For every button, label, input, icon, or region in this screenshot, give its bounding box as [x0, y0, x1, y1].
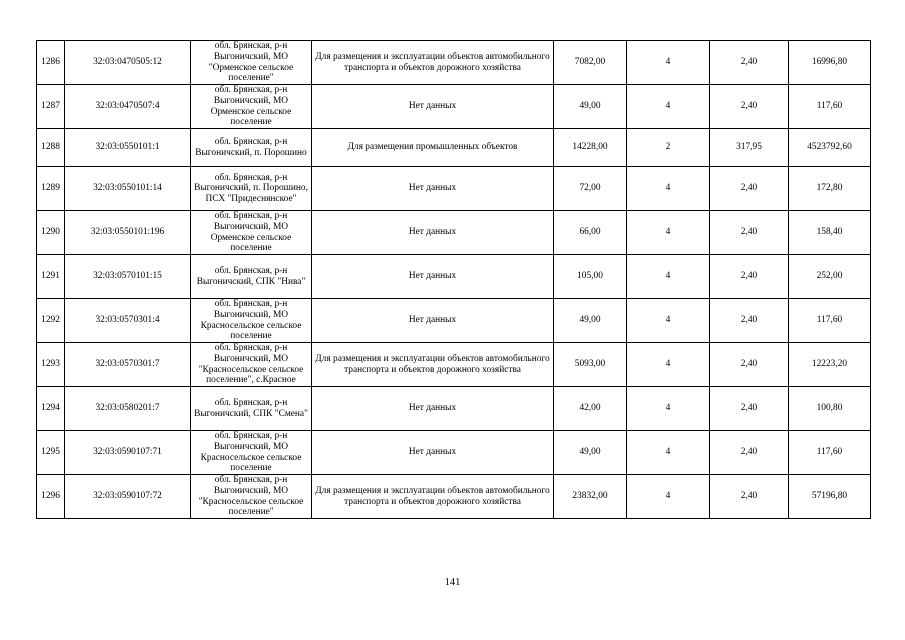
address-cell: обл. Брянская, р-н Выгоничский, МО "Красносельское сельское поселение"	[191, 475, 312, 519]
address-cell: обл. Брянская, р-н Выгоничский, МО Орменское сельское поселение	[191, 85, 312, 129]
rate-cell: 2,40	[710, 255, 789, 299]
table-row	[37, 299, 871, 343]
area-cell: 66,00	[554, 211, 627, 255]
table-row	[37, 211, 871, 255]
value-cell: 158,40	[789, 211, 871, 255]
table-row	[37, 387, 871, 431]
row-number-cell: 1292	[37, 299, 65, 343]
area-cell: 5093,00	[554, 343, 627, 387]
rate-cell: 317,95	[710, 129, 789, 167]
cadastral-number-cell: 32:03:0550101:196	[65, 211, 191, 255]
value-cell: 100,80	[789, 387, 871, 431]
table-row	[37, 431, 871, 475]
rate-cell: 2,40	[710, 475, 789, 519]
table-row	[37, 41, 871, 85]
purpose-cell: Для размещения и эксплуатации объектов автомобильного транспорта и объектов дорожного хозяйства	[312, 41, 554, 85]
rate-cell: 2,40	[710, 431, 789, 475]
cadastral-number-cell: 32:03:0570301:4	[65, 299, 191, 343]
land-plots-table	[36, 40, 871, 519]
cadastral-number-cell: 32:03:0570301:7	[65, 343, 191, 387]
group-cell: 4	[627, 431, 710, 475]
group-cell: 4	[627, 387, 710, 431]
address-cell: обл. Брянская, р-н Выгоничский, МО Красносельское сельское поселение	[191, 431, 312, 475]
address-cell: обл. Брянская, р-н Выгоничский, МО Красносельское сельское поселение	[191, 299, 312, 343]
area-cell: 23832,00	[554, 475, 627, 519]
purpose-cell: Нет данных	[312, 211, 554, 255]
row-number-cell: 1287	[37, 85, 65, 129]
address-cell: обл. Брянская, р-н Выгоничский, МО "Красносельское сельское поселение", с.Красное	[191, 343, 312, 387]
page-number: 141	[444, 577, 461, 588]
address-cell: обл. Брянская, р-н Выгоничский, МО "Орменское сельское поселение"	[191, 41, 312, 85]
area-cell: 49,00	[554, 299, 627, 343]
value-cell: 172,80	[789, 167, 871, 211]
area-cell: 49,00	[554, 85, 627, 129]
group-cell: 2	[627, 129, 710, 167]
cadastral-number-cell: 32:03:0470505:12	[65, 41, 191, 85]
value-cell: 4523792,60	[789, 129, 871, 167]
rate-cell: 2,40	[710, 167, 789, 211]
address-cell: обл. Брянская, р-н Выгоничский, п. Порошино	[191, 129, 312, 167]
address-cell: обл. Брянская, р-н Выгоничский, МО Орменское сельское поселение	[191, 211, 312, 255]
value-cell: 12223,20	[789, 343, 871, 387]
purpose-cell: Нет данных	[312, 299, 554, 343]
address-cell: обл. Брянская, р-н Выгоничский, СПК "Нива"	[191, 255, 312, 299]
value-cell: 117,60	[789, 85, 871, 129]
cadastral-number-cell: 32:03:0590107:71	[65, 431, 191, 475]
rate-cell: 2,40	[710, 387, 789, 431]
row-number-cell: 1294	[37, 387, 65, 431]
table-row	[37, 167, 871, 211]
group-cell: 4	[627, 255, 710, 299]
row-number-cell: 1293	[37, 343, 65, 387]
area-cell: 105,00	[554, 255, 627, 299]
rate-cell: 2,40	[710, 85, 789, 129]
purpose-cell: Нет данных	[312, 431, 554, 475]
cadastral-number-cell: 32:03:0470507:4	[65, 85, 191, 129]
row-number-cell: 1289	[37, 167, 65, 211]
area-cell: 49,00	[554, 431, 627, 475]
address-cell: обл. Брянская, р-н Выгоничский, СПК "Смена"	[191, 387, 312, 431]
purpose-cell: Нет данных	[312, 255, 554, 299]
group-cell: 4	[627, 475, 710, 519]
row-number-cell: 1288	[37, 129, 65, 167]
row-number-cell: 1291	[37, 255, 65, 299]
rate-cell: 2,40	[710, 211, 789, 255]
area-cell: 7082,00	[554, 41, 627, 85]
table-body	[37, 41, 871, 519]
group-cell: 4	[627, 41, 710, 85]
cadastral-number-cell: 32:03:0550101:1	[65, 129, 191, 167]
purpose-cell: Для размещения и эксплуатации объектов автомобильного транспорта и объектов дорожного хозяйства	[312, 343, 554, 387]
group-cell: 4	[627, 167, 710, 211]
purpose-cell: Для размещения промышленных объектов	[312, 129, 554, 167]
purpose-cell: Нет данных	[312, 85, 554, 129]
purpose-cell: Нет данных	[312, 387, 554, 431]
table-row	[37, 85, 871, 129]
table-row	[37, 255, 871, 299]
value-cell: 16996,80	[789, 41, 871, 85]
value-cell: 57196,80	[789, 475, 871, 519]
group-cell: 4	[627, 85, 710, 129]
rate-cell: 2,40	[710, 343, 789, 387]
table-row	[37, 343, 871, 387]
group-cell: 4	[627, 343, 710, 387]
address-cell: обл. Брянская, р-н Выгоничский, п. Порошино, ПСХ "Придеснянское"	[191, 167, 312, 211]
area-cell: 14228,00	[554, 129, 627, 167]
cadastral-number-cell: 32:03:0570101:15	[65, 255, 191, 299]
rate-cell: 2,40	[710, 299, 789, 343]
value-cell: 117,60	[789, 431, 871, 475]
group-cell: 4	[627, 299, 710, 343]
row-number-cell: 1286	[37, 41, 65, 85]
value-cell: 117,60	[789, 299, 871, 343]
rate-cell: 2,40	[710, 41, 789, 85]
table-row	[37, 475, 871, 519]
cadastral-number-cell: 32:03:0550101:14	[65, 167, 191, 211]
table-row	[37, 129, 871, 167]
purpose-cell: Для размещения и эксплуатации объектов автомобильного транспорта и объектов дорожного хозяйства	[312, 475, 554, 519]
area-cell: 72,00	[554, 167, 627, 211]
row-number-cell: 1290	[37, 211, 65, 255]
row-number-cell: 1295	[37, 431, 65, 475]
row-number-cell: 1296	[37, 475, 65, 519]
group-cell: 4	[627, 211, 710, 255]
area-cell: 42,00	[554, 387, 627, 431]
cadastral-number-cell: 32:03:0590107:72	[65, 475, 191, 519]
cadastral-number-cell: 32:03:0580201:7	[65, 387, 191, 431]
value-cell: 252,00	[789, 255, 871, 299]
purpose-cell: Нет данных	[312, 167, 554, 211]
